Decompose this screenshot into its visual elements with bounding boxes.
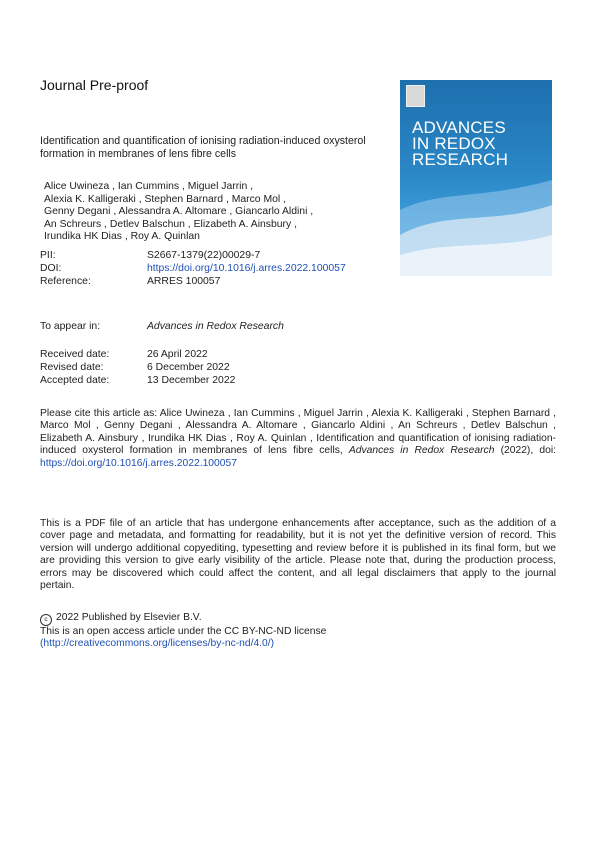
doi-link[interactable]: https://doi.org/10.1016/j.arres.2022.100057 [147, 263, 346, 274]
citation-journal: Advances in Redox Research [348, 445, 495, 457]
journal-preproof-header: Journal Pre-proof [40, 77, 149, 93]
citation-doi-link[interactable]: https://doi.org/10.1016/j.arres.2022.100057 [40, 457, 237, 469]
accepted-label: Accepted date: [40, 375, 110, 386]
cover-title-line: ADVANCES [412, 118, 506, 137]
citation-tail: (2022), doi: [500, 445, 556, 457]
author-line: An Schreurs , Detlev Balschun , Elizabeth A. Ainsbury , [44, 218, 297, 230]
doi-label: DOI: [40, 263, 62, 274]
journal-cover-image [400, 80, 552, 276]
copyright-line [40, 612, 556, 626]
preproof-notice: This is a PDF file of an article that has undergone enhancements after acceptance, such as the addition of a cover page and metadata, and formatting for readability, but it is not yet the definitive version of record. This version will undergo additional copyediting, typesetting and review before it is published in its final form, but we are providing this version to give early visibility of the article. Please note that, during the production process, errors may be discovered which could affect the content, and all legal disclaimers that apply to the journal pertain. [40, 518, 556, 592]
citation-paragraph [40, 408, 556, 470]
article-title: Identification and quantification of ionising radiation-induced oxysterol formation in membranes of lens fibre cells [40, 135, 366, 160]
pii-label: PII: [40, 250, 56, 261]
accepted-value: 13 December 2022 [147, 375, 236, 386]
received-label: Received date: [40, 349, 110, 360]
cover-wave-graphic [400, 180, 552, 276]
author-line: Irundika HK Dias , Roy A. Quinlan [44, 231, 200, 242]
publisher-logo-icon [406, 85, 425, 107]
copyright-text: 2022 Published by Elsevier B.V. [56, 612, 202, 623]
author-line: Alice Uwineza , Ian Cummins , Miguel Jarrin , [44, 181, 254, 192]
author-line: Alexia K. Kalligeraki , Stephen Barnard , Marco Mol , [44, 193, 286, 205]
cover-title-line: RESEARCH [412, 150, 509, 169]
reference-value: ARRES 100057 [147, 276, 221, 287]
copyright-icon: c [40, 614, 52, 626]
journal-name: Advances in Redox Research [147, 321, 284, 332]
author-line: Genny Degani , Alessandra A. Altomare , Giancarlo Aldini , [44, 206, 314, 217]
appear-in-label: To appear in: [40, 321, 101, 332]
license-block [40, 612, 556, 651]
revised-label: Revised date: [40, 362, 104, 373]
pii-value: S2667-1379(22)00029-7 [147, 250, 261, 261]
received-value: 26 April 2022 [147, 349, 208, 360]
license-url-link[interactable]: (http://creativecommons.org/licenses/by-nc-nd/4.0/) [40, 638, 275, 650]
revised-value: 6 December 2022 [147, 362, 230, 373]
author-list [44, 181, 389, 244]
citation-lead: Please cite this article as: Alice Uwineza , Ian Cummins , Miguel Jarrin , Alexia K. Kalligeraki , Stephen Barnard , Marco Mol , Genny Degani , Alessandra A. Altomare , Giancarlo Aldini , An Schreurs , Detlev Balschun , Elizabeth A. Ainsbury , Irundika HK Dias , Roy A. Quinlan , Identification and quantification of ionising radiation-induced oxysterol formation in membranes of lens fibre cells, [40, 408, 556, 457]
reference-label: Reference: [40, 276, 91, 287]
cover-title [412, 120, 508, 168]
license-text: This is an open access article under the CC BY-NC-ND license [40, 626, 327, 637]
cover-title-line: IN REDOX [412, 134, 496, 153]
